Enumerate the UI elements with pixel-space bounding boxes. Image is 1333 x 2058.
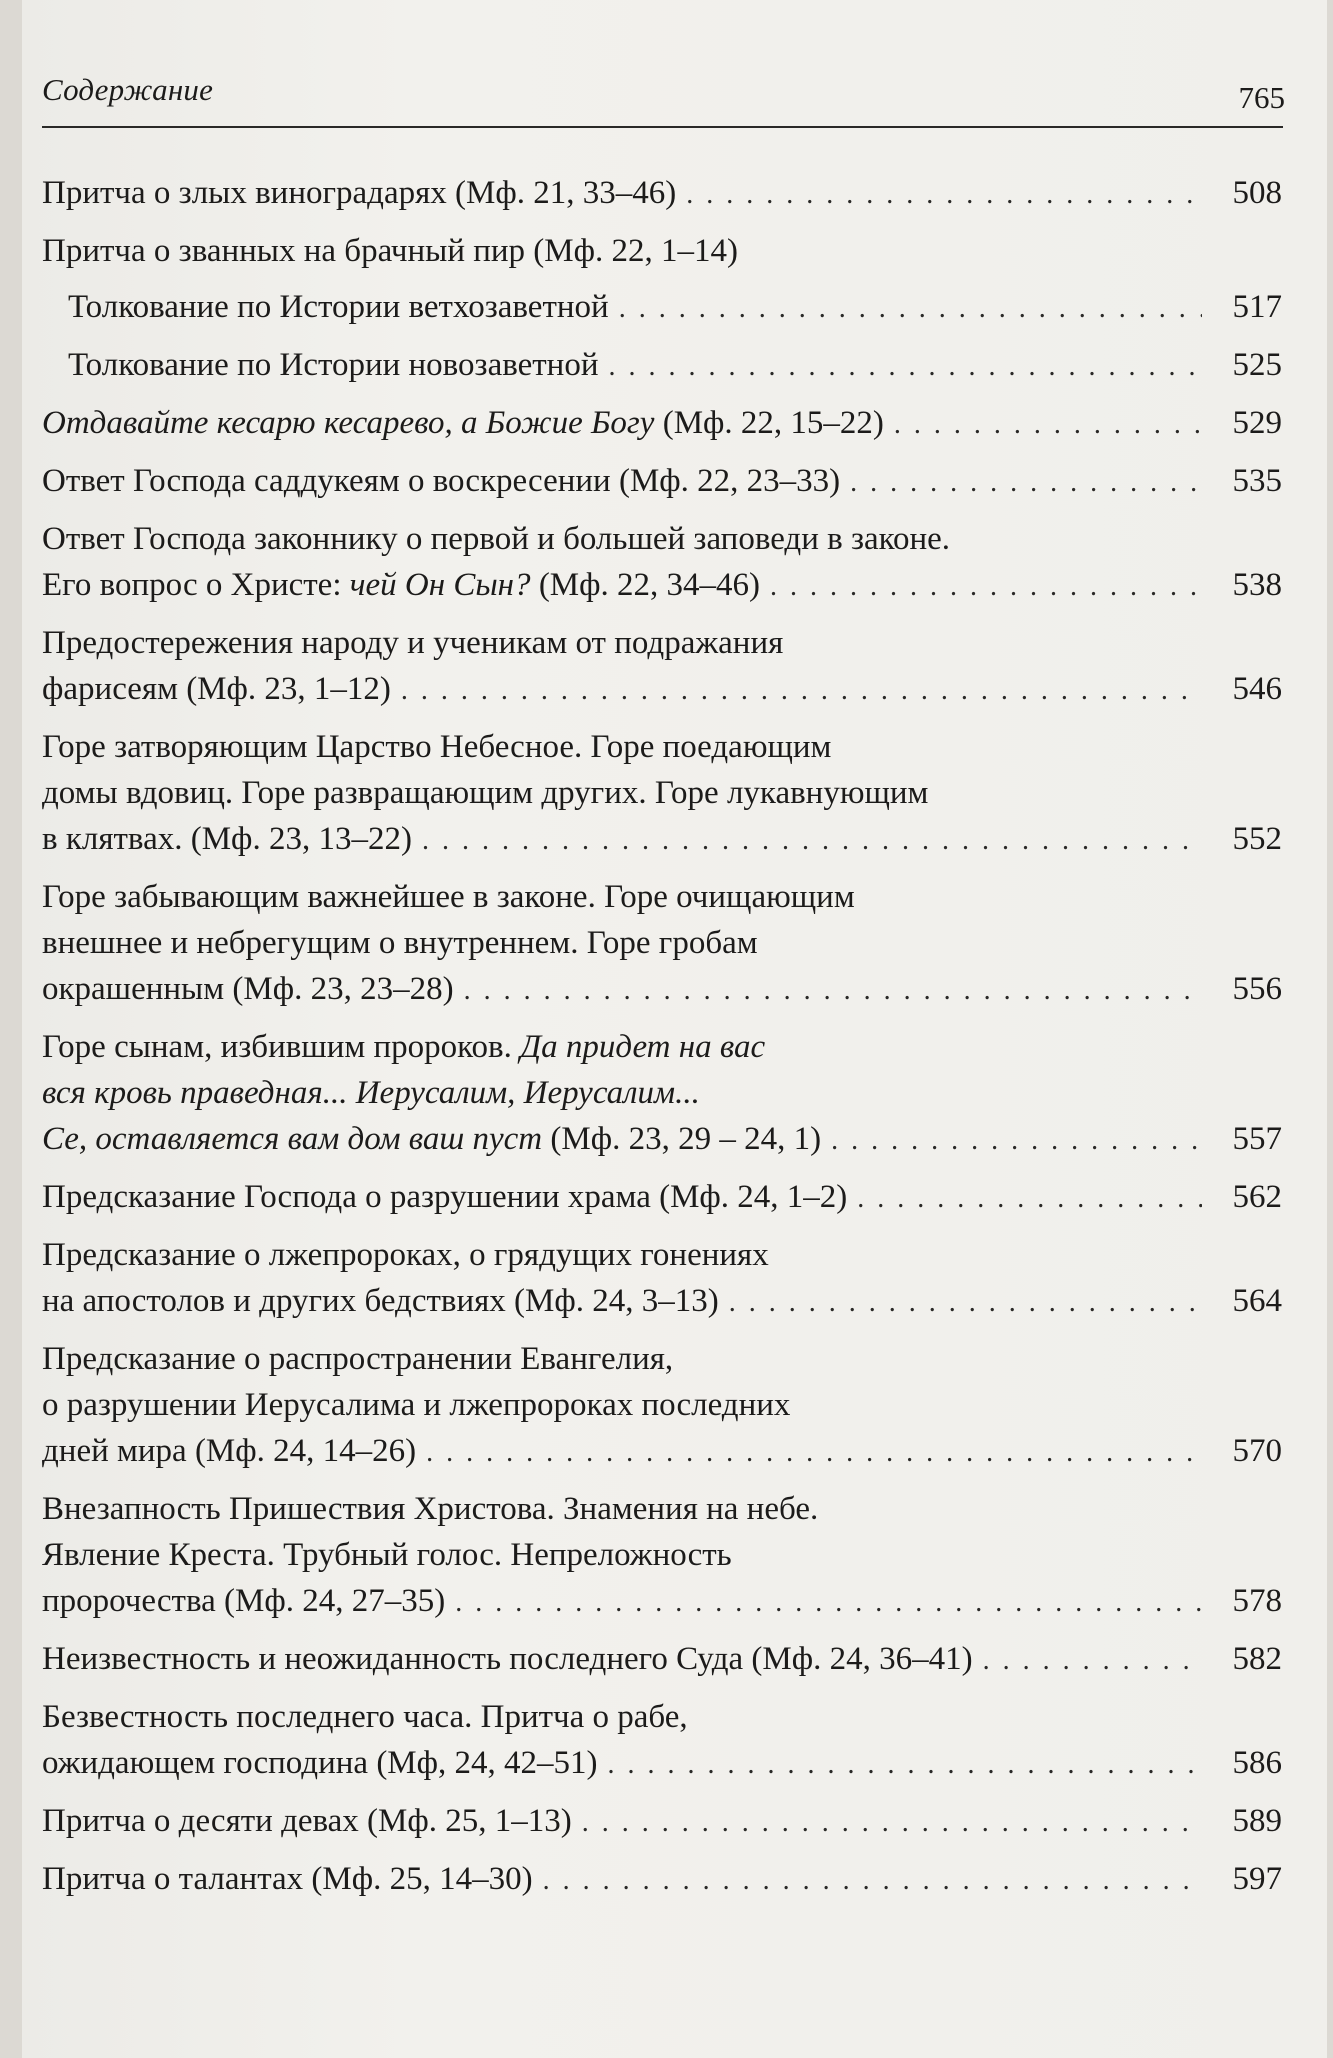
toc-entry-line	[42, 1694, 1282, 1740]
toc-entry-last-line	[42, 458, 1282, 506]
toc-entry-italic-text: Отдавайте кесарю кесарево, а Божие Богу	[42, 405, 655, 441]
toc-entry-title	[42, 1278, 719, 1324]
toc-entry[interactable]	[42, 284, 1282, 332]
entry-spacer	[42, 1014, 1282, 1024]
toc-page-number: 508	[1232, 175, 1282, 211]
toc-entry-title	[42, 1636, 973, 1682]
dot-leader	[609, 344, 1203, 390]
toc-entry-text: пророчества (Мф. 24, 27–35)	[42, 1583, 446, 1619]
toc-entry-line	[42, 620, 1282, 666]
toc-entry[interactable]	[42, 1636, 1282, 1684]
toc-entry-text: Предостережения народу и ученикам от подражания	[42, 625, 784, 661]
toc-entry-line	[42, 1232, 1282, 1278]
toc-page-number: 556	[1232, 971, 1282, 1007]
toc-entry-title	[42, 562, 760, 608]
toc-entry-text: Внезапность Пришествия Христова. Знамения на небе.	[42, 1491, 819, 1527]
toc-entry-title	[42, 666, 391, 712]
toc-entry-text: Неизвестность и неожиданность последнего Суда (Мф. 24, 36–41)	[42, 1641, 973, 1677]
dot-leader	[857, 1176, 1202, 1222]
entry-spacer	[42, 332, 1282, 342]
toc-page-number: 586	[1232, 1745, 1282, 1781]
toc-entry-last-line	[42, 1174, 1282, 1222]
toc-entry-last-line	[42, 1428, 1282, 1476]
toc-entry-line	[42, 516, 1282, 562]
toc-entry[interactable]	[42, 1232, 1282, 1326]
dot-leader	[455, 1580, 1202, 1626]
toc-entry-last-line	[42, 170, 1282, 218]
toc-entry-text: Явление Креста. Трубный голос. Непреложность	[42, 1537, 732, 1573]
toc-page-number: 582	[1232, 1641, 1282, 1677]
entry-spacer	[42, 1788, 1282, 1798]
toc-entry[interactable]	[42, 874, 1282, 1014]
toc-entry-text: внешнее и небрегущим о внутреннем. Горе гробам	[42, 925, 758, 961]
dot-leader	[686, 172, 1202, 218]
toc-entry-title	[42, 1428, 416, 1474]
toc-entry-last-line	[42, 1798, 1282, 1846]
toc-entry-text: домы вдовиц. Горе развращающим других. Горе лукавнующим	[42, 775, 929, 811]
dot-leader	[831, 1118, 1202, 1164]
toc-entry-title	[42, 170, 676, 216]
toc-page-number: 597	[1232, 1861, 1282, 1897]
entry-spacer	[42, 274, 1282, 284]
dot-leader	[619, 286, 1202, 332]
toc-entry-last-line	[68, 284, 1282, 332]
table-of-contents	[42, 170, 1282, 1904]
toc-entry-line	[42, 724, 1282, 770]
toc-page-number: 535	[1232, 463, 1282, 499]
toc-entry-title	[42, 816, 412, 862]
toc-entry-title	[42, 228, 738, 274]
toc-entry-last-line	[42, 666, 1282, 714]
toc-entry[interactable]	[42, 1798, 1282, 1846]
toc-entry-italic-text: вся кровь праведная... Иерусалим, Иерусалим...	[42, 1075, 700, 1111]
entry-spacer	[42, 714, 1282, 724]
toc-entry-last-line	[42, 966, 1282, 1014]
toc-entry-text: Притча о званных на брачный пир (Мф. 22, 1–14)	[42, 233, 739, 269]
running-header-page-number: 765	[1238, 80, 1285, 115]
toc-entry[interactable]	[42, 342, 1282, 390]
toc-page-number: 589	[1232, 1803, 1282, 1839]
toc-entry-title	[42, 1740, 598, 1786]
toc-entry-title	[42, 1116, 821, 1162]
toc-page-number: 562	[1232, 1179, 1282, 1215]
toc-entry-title	[42, 1578, 445, 1624]
toc-entry-last-line	[42, 1740, 1282, 1788]
dot-leader	[894, 402, 1202, 448]
toc-entry-text: (Мф. 22, 34–46)	[530, 567, 761, 603]
dot-leader	[543, 1858, 1202, 1904]
toc-page-number: 557	[1232, 1121, 1282, 1157]
toc-page-number: 517	[1232, 289, 1282, 325]
toc-page-number: 525	[1232, 347, 1282, 383]
toc-page-number: 570	[1232, 1433, 1282, 1469]
entry-spacer	[42, 1476, 1282, 1486]
book-page	[22, 0, 1327, 2058]
toc-entry-last-line	[42, 1578, 1282, 1626]
toc-entry[interactable]	[42, 1024, 1282, 1164]
toc-entry-italic-text: чей Он Сын?	[349, 567, 531, 603]
dot-leader	[464, 968, 1202, 1014]
toc-entry-text: Предсказание о распространении Евангелия,	[42, 1341, 674, 1377]
toc-entry[interactable]	[42, 724, 1282, 864]
toc-entry-text: Притча о злых виноградарях (Мф. 21, 33–46)	[42, 175, 677, 211]
toc-entry-line	[42, 1382, 1282, 1428]
toc-entry-text: фарисеям (Мф. 23, 1–12)	[42, 671, 391, 707]
toc-entry-title	[68, 284, 609, 330]
toc-page-number: 564	[1232, 1283, 1282, 1319]
toc-entry-text: Горе сынам, избившим пророков.	[42, 1029, 521, 1065]
toc-entry-text: Притча о десяти девах (Мф. 25, 1–13)	[42, 1803, 572, 1839]
toc-entry[interactable]	[42, 1174, 1282, 1222]
toc-entry-text: на апостолов и других бедствиях (Мф. 24, 3–13)	[42, 1283, 719, 1319]
toc-page-number: 538	[1232, 567, 1282, 603]
dot-leader	[850, 460, 1202, 506]
toc-entry-italic-text: Да придет на вас	[520, 1029, 766, 1065]
toc-entry-text: Горе забывающим важнейшее в законе. Горе очищающим	[42, 879, 855, 915]
dot-leader	[582, 1800, 1202, 1846]
toc-entry-text: Горе затворяющим Царство Небесное. Горе поедающим	[42, 729, 832, 765]
entry-spacer	[42, 1846, 1282, 1856]
toc-entry-text: о разрушении Иерусалима и лжепророках последних	[42, 1387, 791, 1423]
toc-entry-text: Притча о талантах (Мф. 25, 14–30)	[42, 1861, 533, 1897]
toc-entry-italic-text: Се, оставляется вам дом ваш пуст	[42, 1121, 543, 1157]
toc-page-number: 578	[1232, 1583, 1282, 1619]
toc-entry[interactable]	[42, 1486, 1282, 1626]
toc-entry[interactable]	[42, 458, 1282, 506]
toc-entry-text: Предсказание Господа о разрушении храма (Мф. 24, 1–2)	[42, 1179, 848, 1215]
entry-spacer	[42, 1684, 1282, 1694]
entry-spacer	[42, 864, 1282, 874]
toc-entry-text: (Мф. 23, 29 – 24, 1)	[542, 1121, 822, 1157]
dot-leader	[770, 564, 1202, 610]
dot-leader	[401, 668, 1202, 714]
toc-entry-line	[42, 1336, 1282, 1382]
header-rule	[42, 126, 1283, 128]
toc-entry-line	[42, 920, 1282, 966]
toc-entry-last-line	[42, 816, 1282, 864]
toc-entry-text: Безвестность последнего часа. Притча о рабе,	[42, 1699, 688, 1735]
toc-entry-last-line	[42, 1116, 1282, 1164]
toc-entry-last-line	[68, 342, 1282, 390]
entry-spacer	[42, 1164, 1282, 1174]
toc-entry-text: Его вопрос о Христе:	[42, 567, 350, 603]
entry-spacer	[42, 448, 1282, 458]
toc-entry[interactable]	[42, 620, 1282, 714]
toc-entry[interactable]	[42, 1856, 1282, 1904]
toc-entry-last-line	[42, 1856, 1282, 1904]
toc-entry-title	[42, 400, 884, 446]
toc-entry-text: (Мф. 22, 15–22)	[654, 405, 884, 441]
dot-leader	[983, 1638, 1202, 1684]
entry-spacer	[42, 390, 1282, 400]
toc-entry-last-line	[42, 562, 1282, 610]
toc-entry-line	[42, 1486, 1282, 1532]
entry-spacer	[42, 1626, 1282, 1636]
toc-entry-line	[42, 1024, 1282, 1070]
toc-page-number: 546	[1232, 671, 1282, 707]
dot-leader	[608, 1742, 1202, 1788]
toc-page-number: 552	[1232, 821, 1282, 857]
toc-entry-text: окрашенным (Мф. 23, 23–28)	[42, 971, 454, 1007]
toc-entry-text: Толкование по Истории ветхозаветной	[68, 289, 609, 325]
toc-entry[interactable]	[42, 170, 1282, 218]
entry-spacer	[42, 506, 1282, 516]
toc-entry-text: Толкование по Истории новозаветной	[68, 347, 599, 383]
toc-page-number: 529	[1232, 405, 1282, 441]
entry-spacer	[42, 1222, 1282, 1232]
toc-entry-text: Предсказание о лжепророках, о грядущих гонениях	[42, 1237, 769, 1273]
toc-entry-last-line	[42, 1636, 1282, 1684]
toc-entry[interactable]	[42, 1694, 1282, 1788]
toc-entry[interactable]	[42, 228, 1282, 274]
toc-entry[interactable]	[42, 516, 1282, 610]
toc-entry-last-line	[42, 400, 1282, 448]
toc-entry-line	[42, 770, 1282, 816]
toc-entry-title	[42, 1856, 533, 1902]
entry-spacer	[42, 218, 1282, 228]
toc-entry-last-line	[42, 1278, 1282, 1326]
running-header-title: Содержание	[42, 72, 214, 107]
toc-entry-last-line	[42, 228, 1282, 274]
toc-entry-text: в клятвах. (Мф. 23, 13–22)	[42, 821, 412, 857]
toc-entry-text: ожидающем господина (Мф, 24, 42–51)	[42, 1745, 598, 1781]
toc-entry-line	[42, 1070, 1282, 1116]
toc-entry-title	[42, 458, 840, 504]
toc-entry-title	[42, 1174, 847, 1220]
toc-entry-text: дней мира (Мф. 24, 14–26)	[42, 1433, 417, 1469]
dot-leader	[422, 818, 1202, 864]
toc-entry-title	[42, 966, 454, 1012]
dot-leader	[426, 1430, 1202, 1476]
toc-entry-line	[42, 874, 1282, 920]
entry-spacer	[42, 610, 1282, 620]
entry-spacer	[42, 1326, 1282, 1336]
toc-entry-text: Ответ Господа законнику о первой и большей заповеди в законе.	[42, 521, 951, 557]
toc-entry[interactable]	[42, 1336, 1282, 1476]
toc-entry-title	[68, 342, 599, 388]
toc-entry[interactable]	[42, 400, 1282, 448]
toc-entry-text: Ответ Господа саддукеям о воскресении (Мф. 22, 23–33)	[42, 463, 841, 499]
toc-entry-title	[42, 1798, 572, 1844]
dot-leader	[729, 1280, 1202, 1326]
toc-entry-line	[42, 1532, 1282, 1578]
